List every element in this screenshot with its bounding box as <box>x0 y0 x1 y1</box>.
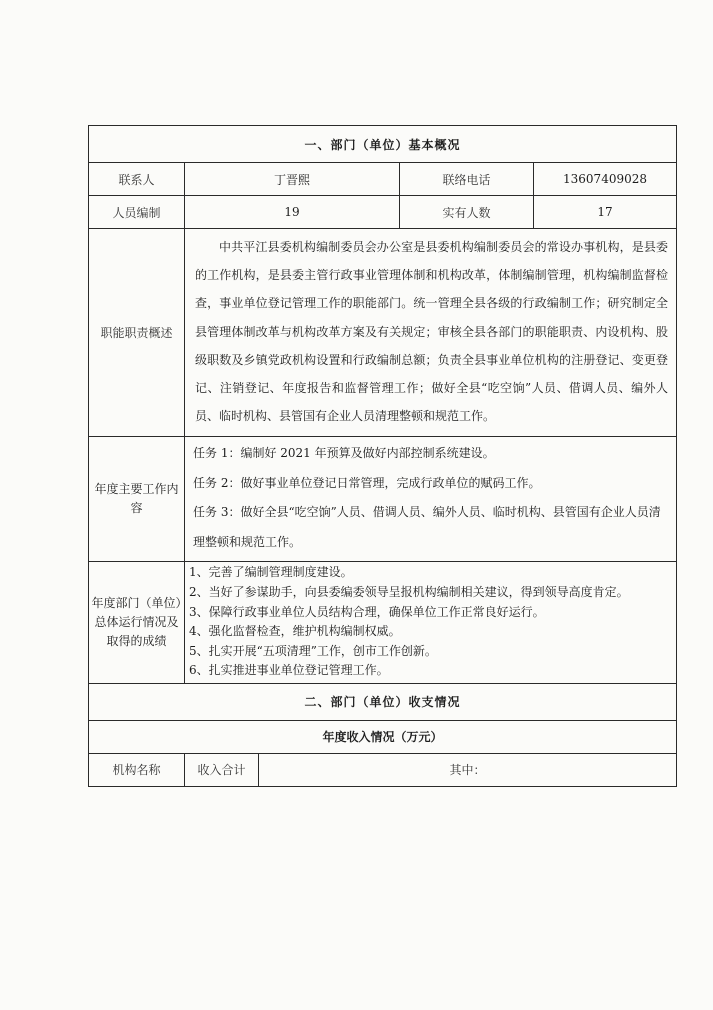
basic-info-table <box>88 125 677 721</box>
contact-name: 丁晋熙 <box>185 163 400 196</box>
tasks-label: 年度主要工作内容 <box>89 437 185 562</box>
section2-title: 二、部门（单位）收支情况 <box>89 683 677 720</box>
duties-label: 职能职责概述 <box>89 229 185 437</box>
income-title: 年度收入情况（万元） <box>89 720 677 753</box>
income-col-of-which: 其中： <box>259 753 677 786</box>
result-item: 3、保障行政事业单位人员结构合理，确保单位工作正常良好运行。 <box>189 604 545 619</box>
duties-cell <box>185 229 677 437</box>
staff-quota-value: 19 <box>185 196 400 229</box>
phone-label: 联络电话 <box>400 163 534 196</box>
task-item: 任务 3：做好全县“吃空饷”人员、借调人员、编外人员、临时机构、县管国有企业人员清理整顿和规范工作。 <box>193 505 661 549</box>
staff-quota-label: 人员编制 <box>89 196 185 229</box>
budget-form-page <box>88 125 676 787</box>
result-item: 6、扎实推进事业单位登记管理工作。 <box>189 663 389 678</box>
result-item: 1、完善了编制管理制度建设。 <box>189 565 353 580</box>
results-cell <box>185 562 677 684</box>
income-table <box>88 720 677 787</box>
staff-actual-value: 17 <box>534 196 677 229</box>
section1-title: 一、部门（单位）基本概况 <box>89 126 677 163</box>
income-col-org: 机构名称 <box>89 753 185 786</box>
tasks-cell <box>185 437 677 562</box>
task-item: 任务 1：编制好 2021 年预算及做好内部控制系统建设。 <box>193 446 495 461</box>
contact-label: 联系人 <box>89 163 185 196</box>
task-item: 任务 2：做好事业单位登记日常管理，完成行政单位的赋码工作。 <box>193 475 541 490</box>
phone-number: 13607409028 <box>534 163 677 196</box>
income-col-total: 收入合计 <box>185 753 259 786</box>
result-item: 5、扎实开展“五项清理”工作，创市工作创新。 <box>189 643 437 658</box>
results-label: 年度部门（单位）总体运行情况及取得的成绩 <box>89 562 185 684</box>
staff-actual-label: 实有人数 <box>400 196 534 229</box>
duties-text: 中共平江县委机构编制委员会办公室是县委机构编制委员会的常设办事机构，是县委的工作机构，是县委主管行政事业管理体制和机构改革，体制编制管理，机构编制监督检查，事业单位登记管理工作的职能部门。统一管理全县各级的行政编制工作；研究制定全县管理体制改革与机构改革方案及有关规定；审核全县各部门的职能职责、内设机构、股级职数及乡镇党政机构设置和行政编制总额；负责全县事业单位机构的注册登记、变更登记、注销登记、年度报告和监督管理工作；做好全县“吃空饷”人员、借调人员、编外人员、临时机构、县管国有企业人员清理整顿和规范工作。 <box>195 240 669 424</box>
result-item: 4、强化监督检查，维护机构编制权威。 <box>189 624 401 639</box>
result-item: 2、当好了参谋助手，向县委编委领导呈报机构编制相关建议，得到领导高度肯定。 <box>189 585 629 600</box>
